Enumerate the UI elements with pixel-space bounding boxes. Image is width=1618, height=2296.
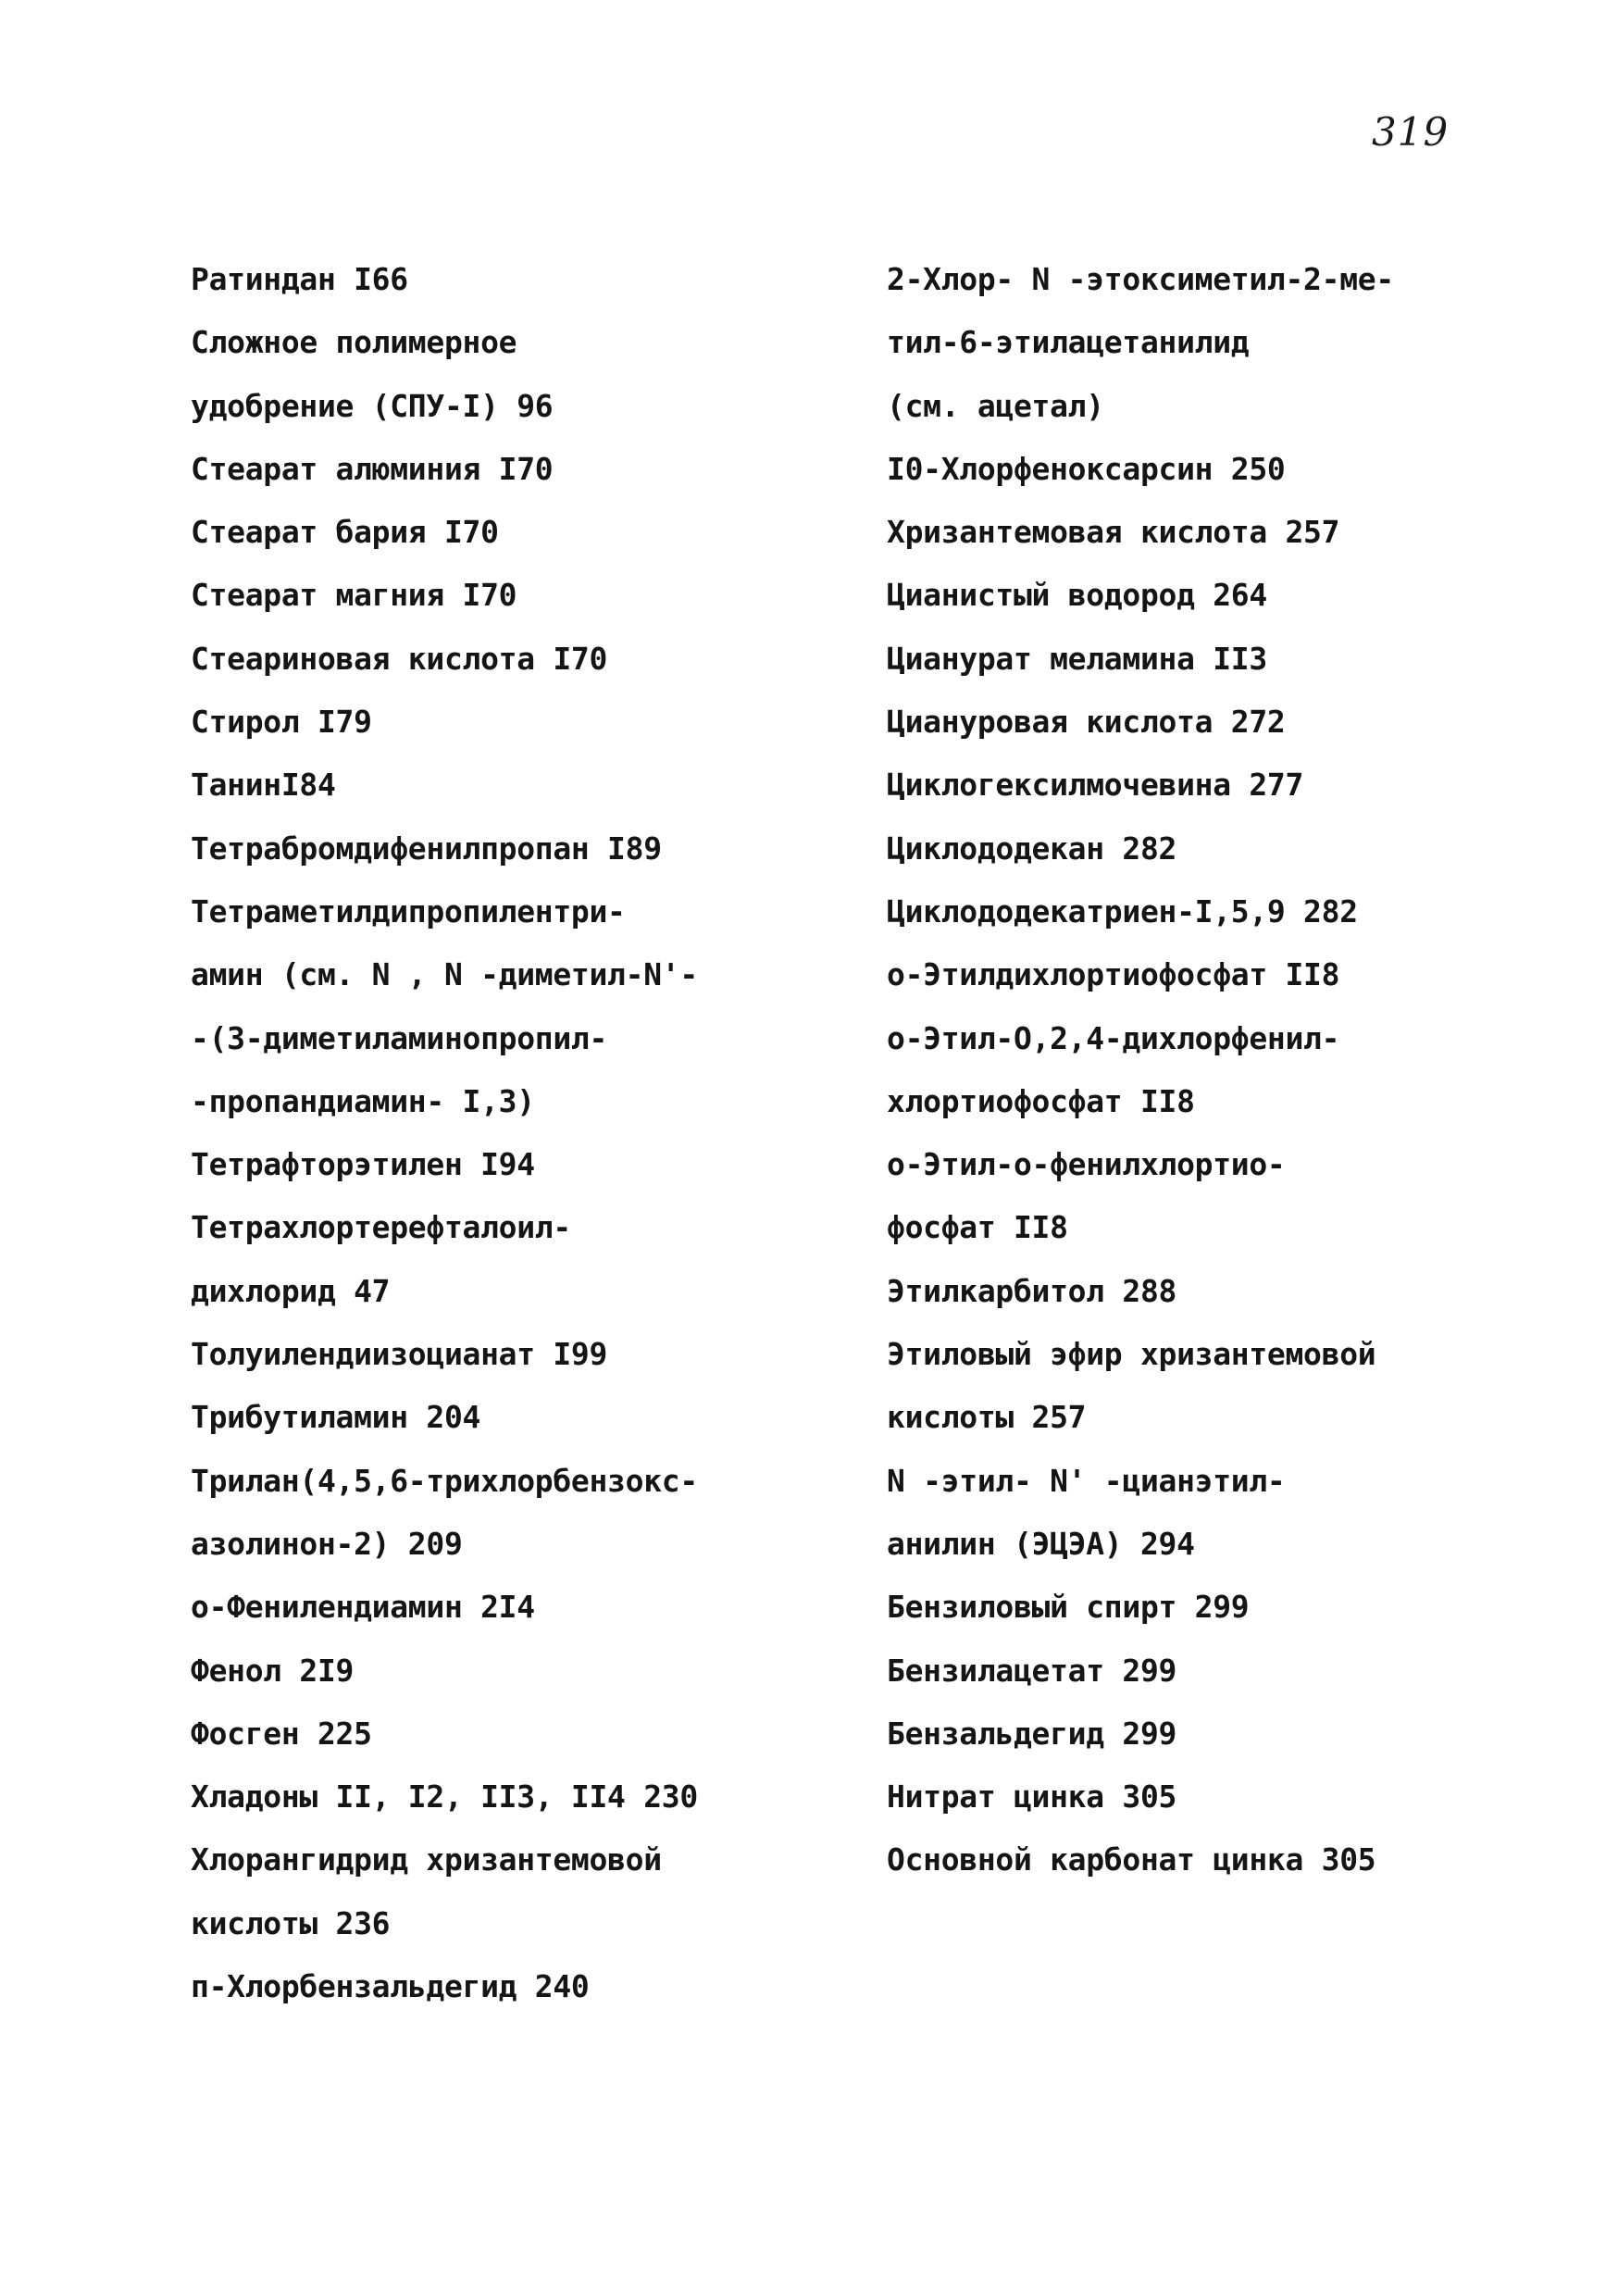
index-entry-line: о-Этил-о-фенилхлортио-: [887, 1146, 1286, 1183]
index-entry-line: Фосген 225: [191, 1715, 372, 1752]
index-entry-line: кислоты 257: [887, 1399, 1087, 1436]
index-entry-line: Основной карбонат цинка 305: [887, 1841, 1376, 1878]
index-entry-line: Бензиловый спирт 299: [887, 1589, 1250, 1626]
index-entry-line: Хладоны II, I2, II3, II4 230: [191, 1778, 698, 1816]
index-entry-line: -пропандиамин- I,3): [191, 1082, 535, 1119]
index-entry-line: N -этил- N' -цианэтил-: [887, 1462, 1286, 1499]
index-entry-line: Хлорангидрид хризантемовой: [191, 1841, 662, 1878]
page-number: 319: [1372, 109, 1450, 155]
index-entry-line: Тетрабромдифенилпропан I89: [191, 830, 662, 867]
index-entry-line: тил-6-этилацетанилид: [887, 324, 1250, 361]
index-entry-line: п-Хлорбензальдегид 240: [191, 1968, 590, 2005]
index-entry-line: Бензилацетат 299: [887, 1652, 1177, 1689]
index-entry-line: Хризантемовая кислота 257: [887, 514, 1340, 551]
index-entry-line: фосфат II8: [887, 1209, 1068, 1246]
index-entry-line: Стеариновая кислота I70: [191, 640, 608, 677]
index-entry-line: Трилан(4,5,6-трихлорбензокс-: [191, 1462, 698, 1499]
index-entry-line: Фенол 2I9: [191, 1652, 355, 1689]
index-entry-line: I0-Хлорфеноксарсин 250: [887, 450, 1286, 487]
index-entry-line: Этиловый эфир хризантемовой: [887, 1336, 1376, 1373]
index-entry-line: ТанинI84: [191, 767, 336, 804]
index-entry-line: Стеарат алюминия I70: [191, 450, 554, 487]
index-entry-line: Трибутиламин 204: [191, 1399, 481, 1436]
index-entry-line: 2-Хлор- N -этоксиметил-2-ме-: [887, 261, 1394, 297]
index-entry-line: о-Этил-О,2,4-дихлорфенил-: [887, 1019, 1340, 1056]
index-entry-line: Цианурат меламина II3: [887, 640, 1267, 677]
index-column-left: [191, 248, 839, 2018]
index-entry-line: -(3-диметиламинопропил-: [191, 1019, 608, 1056]
index-entry-line: Этилкарбитол 288: [887, 1272, 1177, 1309]
index-entry-line: Циклододекатриен-I,5,9 282: [887, 892, 1358, 930]
index-entry-line: Бензальдегид 299: [887, 1715, 1177, 1752]
index-entry-line: о-Этилдихлортиофосфат II8: [887, 956, 1340, 993]
index-entry-line: Сложное полимерное: [191, 324, 517, 361]
index-entry-line: Нитрат цинка 305: [887, 1778, 1177, 1816]
index-entry-line: Тетраметилдипропилентри-: [191, 892, 626, 930]
index-entry-line: Ратиндан I66: [191, 261, 408, 297]
index-entry-line: Цианистый водород 264: [887, 577, 1267, 614]
index-column-right: [887, 248, 1498, 1892]
index-entry-line: Стирол I79: [191, 704, 372, 741]
index-entry-line: хлортиофосфат II8: [887, 1082, 1195, 1119]
index-entry-line: Стеарат магния I70: [191, 577, 517, 614]
index-entry-line: о-Фенилендиамин 2I4: [191, 1589, 535, 1626]
index-entry-line: анилин (ЭЦЭА) 294: [887, 1525, 1195, 1562]
index-entry-line: амин (см. N , N -диметил-N'-: [191, 956, 698, 993]
index-entry-line: Циклогексилмочевина 277: [887, 767, 1304, 804]
index-entry-line: (см. ацетал): [887, 387, 1104, 424]
index-entry-line: Циануровая кислота 272: [887, 704, 1286, 741]
index-entry-line: дихлорид 47: [191, 1272, 391, 1309]
index-entry-line: кислоты 236: [191, 1904, 391, 1941]
index-entry-line: Циклододекан 282: [887, 830, 1177, 867]
index-entry-line: азолинон-2) 209: [191, 1525, 463, 1562]
index-entry-line: Тетрахлортерефталоил-: [191, 1209, 571, 1246]
index-entry-line: удобрение (СПУ-I) 96: [191, 387, 554, 424]
index-entry-line: Тетрафторэтилен I94: [191, 1146, 535, 1183]
index-entry-line: Стеарат бария I70: [191, 514, 499, 551]
index-entry-line: Толуилендиизоцианат I99: [191, 1336, 608, 1373]
